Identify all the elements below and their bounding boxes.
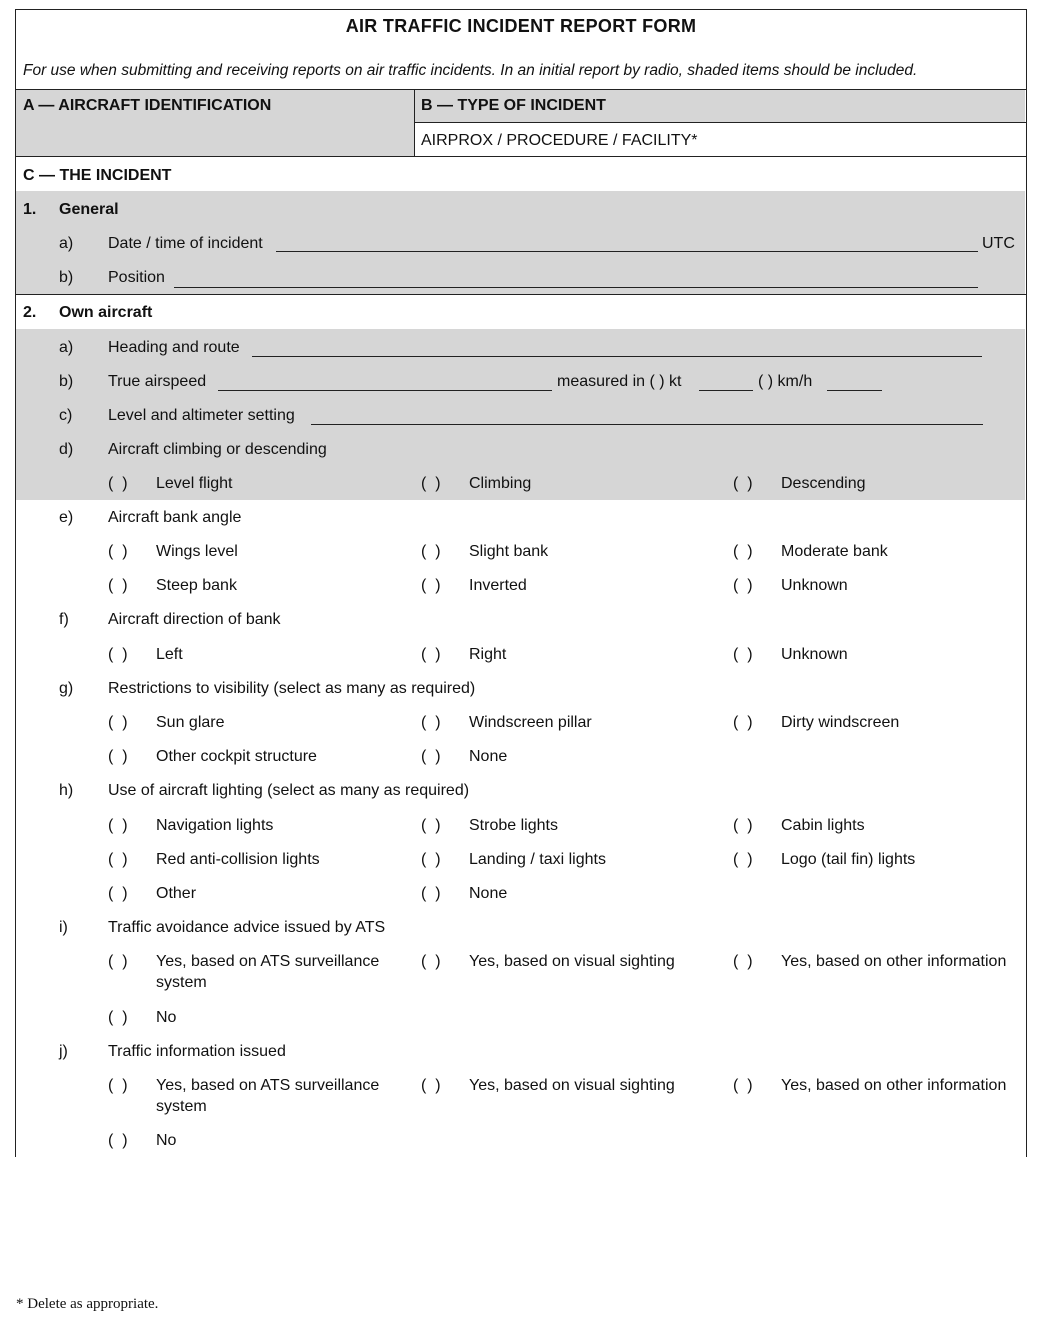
checkbox-lighting-none[interactable]: ( ): [421, 885, 441, 902]
item2d-label: Aircraft climbing or descending: [108, 441, 327, 458]
checkbox-info-other[interactable]: ( ): [733, 1077, 753, 1094]
option-label: Cabin lights: [781, 817, 865, 834]
kmh-field[interactable]: [827, 390, 882, 391]
item2f-letter: f): [59, 611, 69, 628]
true-airspeed-field[interactable]: [218, 390, 552, 391]
checkbox-bank-unknown[interactable]: ( ): [733, 577, 753, 594]
option-label: Inverted: [469, 577, 527, 594]
option-label: None: [469, 885, 508, 902]
option-label: No: [156, 1009, 177, 1026]
item2j-label: Traffic information issued: [108, 1043, 286, 1060]
checkbox-visibility-none[interactable]: ( ): [421, 748, 441, 765]
checkbox-landing-taxi-lights[interactable]: ( ): [421, 851, 441, 868]
checkbox-cabin-lights[interactable]: ( ): [733, 817, 753, 834]
divider: [414, 89, 415, 157]
option-label: Unknown: [781, 646, 848, 663]
checkbox-inverted[interactable]: ( ): [421, 577, 441, 594]
item1-num: 1.: [23, 201, 37, 218]
option-label: system: [156, 974, 207, 991]
option-label: Yes, based on ATS surveillance: [156, 953, 380, 970]
checkbox-climbing[interactable]: ( ): [421, 475, 441, 492]
option-label: Left: [156, 646, 183, 663]
checkbox-sun-glare[interactable]: ( ): [108, 714, 128, 731]
option-label: Yes, based on ATS surveillance: [156, 1077, 380, 1094]
footnote: * Delete as appropriate.: [16, 1296, 159, 1312]
option-label: Strobe lights: [469, 817, 558, 834]
option-label: Steep bank: [156, 577, 237, 594]
item2-label: Own aircraft: [59, 304, 153, 321]
checkbox-logo-lights[interactable]: ( ): [733, 851, 753, 868]
item2i-letter: i): [59, 919, 68, 936]
shade-a: [16, 123, 414, 156]
checkbox-moderate-bank[interactable]: ( ): [733, 543, 753, 560]
item2h-letter: h): [59, 782, 74, 799]
checkbox-descending[interactable]: ( ): [733, 475, 753, 492]
option-label: Descending: [781, 475, 866, 492]
kt-field[interactable]: [699, 390, 753, 391]
item2f-label: Aircraft direction of bank: [108, 611, 281, 628]
item2g-letter: g): [59, 680, 74, 697]
option-label: Red anti-collision lights: [156, 851, 320, 868]
option-label: No: [156, 1132, 177, 1149]
section-b-heading: B — TYPE OF INCIDENT: [421, 97, 606, 114]
item2a-letter: a): [59, 339, 74, 356]
heading-route-field[interactable]: [252, 356, 982, 357]
item2g-label: Restrictions to visibility (select as many as required): [108, 680, 476, 697]
option-label: Landing / taxi lights: [469, 851, 606, 868]
item2c-label: Level and altimeter setting: [108, 407, 295, 424]
checkbox-info-no[interactable]: ( ): [108, 1132, 128, 1149]
option-label: Slight bank: [469, 543, 549, 560]
item1a-letter: a): [59, 235, 74, 252]
item1a-label: Date / time of incident: [108, 235, 263, 252]
option-label: Unknown: [781, 577, 848, 594]
checkbox-info-visual[interactable]: ( ): [421, 1077, 441, 1094]
checkbox-avoidance-no[interactable]: ( ): [108, 1009, 128, 1026]
checkbox-red-anti-collision[interactable]: ( ): [108, 851, 128, 868]
checkbox-dirty-windscreen[interactable]: ( ): [733, 714, 753, 731]
option-label: Climbing: [469, 475, 532, 492]
option-label: Windscreen pillar: [469, 714, 592, 731]
option-label: system: [156, 1098, 207, 1115]
checkbox-navigation-lights[interactable]: ( ): [108, 817, 128, 834]
section-a-heading: A — AIRCRAFT IDENTIFICATION: [23, 97, 272, 114]
option-label: Dirty windscreen: [781, 714, 900, 731]
item2e-letter: e): [59, 509, 74, 526]
incident-report-form: [15, 9, 1027, 1157]
level-altimeter-field[interactable]: [311, 424, 983, 425]
option-label: None: [469, 748, 508, 765]
position-field[interactable]: [174, 287, 978, 288]
option-label: Yes, based on other information: [781, 1077, 1007, 1094]
checkbox-lighting-other[interactable]: ( ): [108, 885, 128, 902]
checkbox-direction-unknown[interactable]: ( ): [733, 646, 753, 663]
checkbox-level-flight[interactable]: ( ): [108, 475, 128, 492]
divider: [16, 156, 1026, 157]
option-label: Navigation lights: [156, 817, 274, 834]
option-label: Other cockpit structure: [156, 748, 317, 765]
checkbox-windscreen-pillar[interactable]: ( ): [421, 714, 441, 731]
item2j-letter: j): [59, 1043, 68, 1060]
item2b-label: True airspeed: [108, 373, 207, 390]
option-label: Logo (tail fin) lights: [781, 851, 916, 868]
form-title: AIR TRAFFIC INCIDENT REPORT FORM: [345, 16, 697, 36]
checkbox-left[interactable]: ( ): [108, 646, 128, 663]
item2d-letter: d): [59, 441, 74, 458]
section-c-heading: C — THE INCIDENT: [23, 167, 172, 184]
item1-label: General: [59, 201, 119, 218]
form-intro: For use when submitting and receiving reports on air traffic incidents. In an initial report by radio, shaded items should be included.: [23, 62, 918, 79]
item2e-label: Aircraft bank angle: [108, 509, 242, 526]
item2i-label: Traffic avoidance advice issued by ATS: [108, 919, 386, 936]
option-label: Yes, based on other information: [781, 953, 1007, 970]
option-label: Yes, based on visual sighting: [469, 953, 675, 970]
checkbox-right[interactable]: ( ): [421, 646, 441, 663]
item2a-label: Heading and route: [108, 339, 240, 356]
divider: [414, 122, 1026, 123]
option-label: Sun glare: [156, 714, 225, 731]
item1b-label: Position: [108, 269, 165, 286]
datetime-field[interactable]: [276, 251, 978, 252]
item2-num: 2.: [23, 304, 37, 321]
checkbox-slight-bank[interactable]: ( ): [421, 543, 441, 560]
checkbox-other-cockpit-structure[interactable]: ( ): [108, 748, 128, 765]
item2c-letter: c): [59, 407, 73, 424]
option-label: Right: [469, 646, 507, 663]
checkbox-steep-bank[interactable]: ( ): [108, 577, 128, 594]
checkbox-avoidance-other-info[interactable]: ( ): [733, 953, 753, 970]
checkbox-avoidance-visual[interactable]: ( ): [421, 953, 441, 970]
item2b-letter: b): [59, 373, 74, 390]
checkbox-strobe-lights[interactable]: ( ): [421, 817, 441, 834]
option-label: Moderate bank: [781, 543, 888, 560]
item1a-unit: UTC: [982, 235, 1015, 252]
option-label: Yes, based on visual sighting: [469, 1077, 675, 1094]
checkbox-wings-level[interactable]: ( ): [108, 543, 128, 560]
checkbox-avoidance-ats-surveillance[interactable]: ( ): [108, 953, 128, 970]
item2h-label: Use of aircraft lighting (select as many as required): [108, 782, 470, 799]
option-label: Other: [156, 885, 197, 902]
measured-in-kt[interactable]: measured in ( ) kt: [557, 373, 682, 390]
divider: [16, 294, 1026, 295]
checkbox-info-ats-surveillance[interactable]: ( ): [108, 1077, 128, 1094]
option-label: Level flight: [156, 475, 233, 492]
measured-in-kmh[interactable]: ( ) km/h: [758, 373, 813, 390]
incident-type-options[interactable]: AIRPROX / PROCEDURE / FACILITY*: [421, 132, 698, 149]
item1b-letter: b): [59, 269, 74, 286]
option-label: Wings level: [156, 543, 238, 560]
